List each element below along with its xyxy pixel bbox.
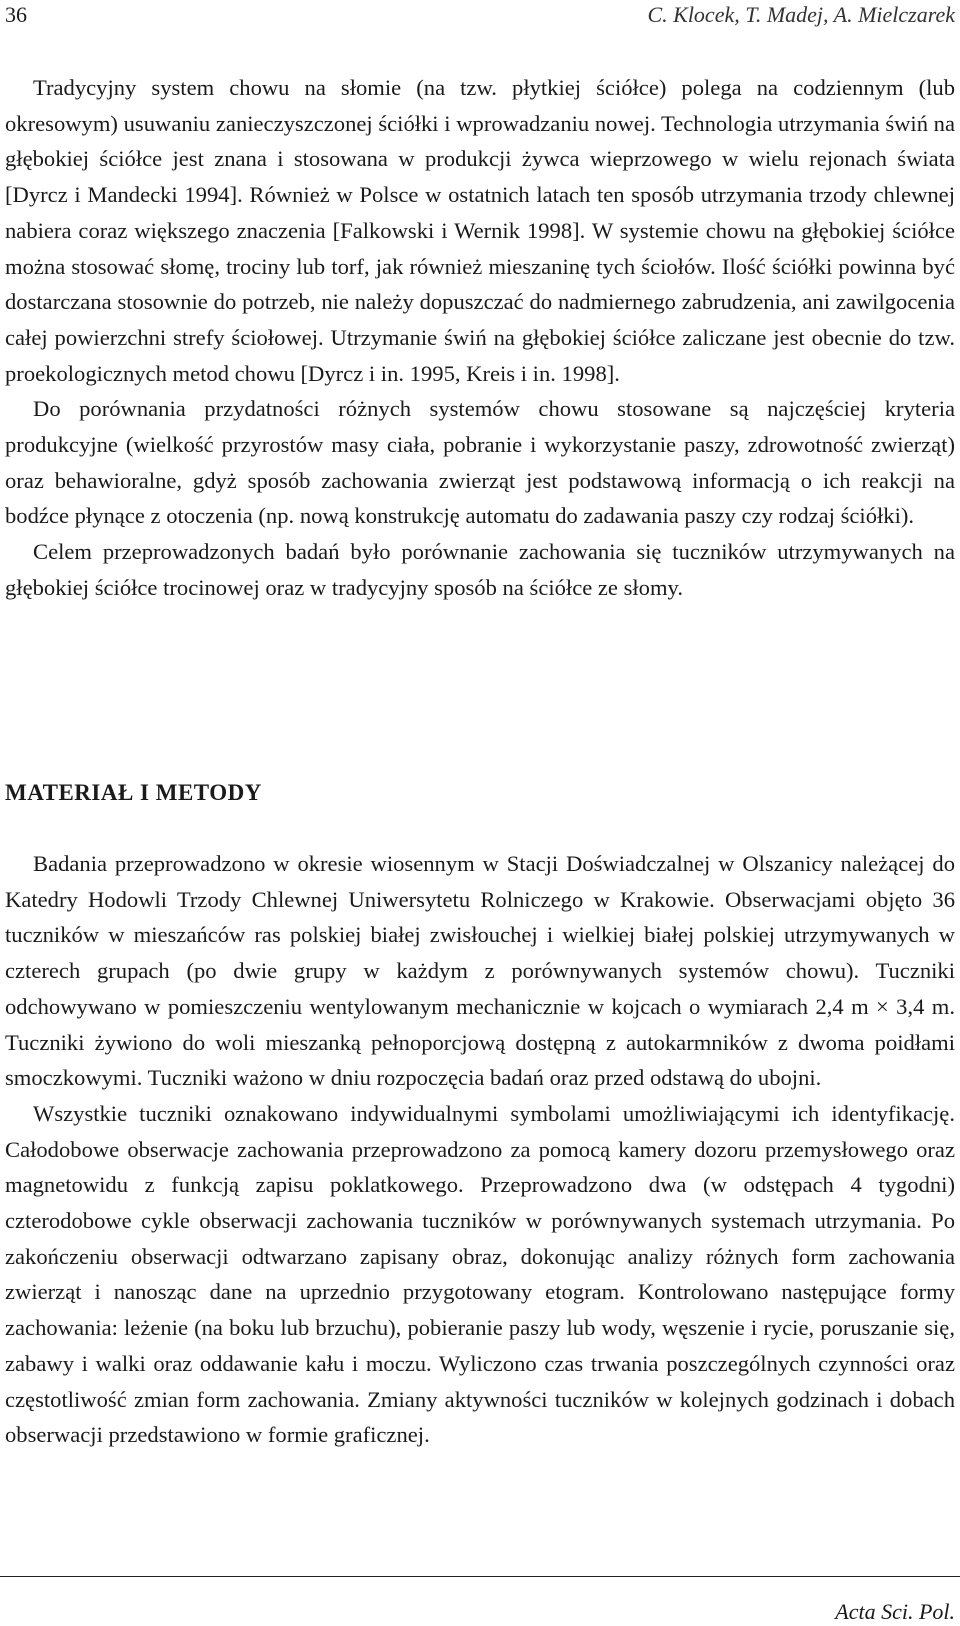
page-number: 36 bbox=[5, 2, 27, 27]
paragraph: Celem przeprowadzonych badań było porównanie zachowania się tuczników utrzymywanych na głębokiej ściółce trocinowej oraz w tradycyjny sposób na ściółce ze słomy. bbox=[5, 539, 955, 600]
methods-section bbox=[5, 846, 955, 1453]
page-header bbox=[5, 0, 955, 30]
paragraph: Wszystkie tuczniki oznakowano indywidualnymi symbolami umożliwiającymi ich identyfikację. Całodobowe obserwacje zachowania przeprowadzono za pomocą kamery dozoru przemysłowego oraz magnetowidu z funkcją zapisu poklatkowego. Przeprowadzono dwa (w odstępach 4 tygodni) czterodobowe cykle obserwacji zachowania tuczników w porównywanych systemach utrzymania. Po zakończeniu obserwacji odtwarzano zapisany obraz, dokonując analizy różnych form zachowania zwierząt i nanosząc dane na uprzednio przygotowany etogram. Kontrolowano następujące formy zachowania: leżenie (na boku lub brzuchu), pobieranie paszy lub wody, węszenie i rycie, poruszanie się, zabawy i walki oraz oddawanie kału i moczu. Wyliczono czas trwania poszczególnych czynności oraz częstotliwość zmian form zachowania. Zmiany aktywności tuczników w kolejnych godzinach i dobach obserwacji przedstawiono w formie graficznej. bbox=[5, 1100, 955, 1448]
section-heading: MATERIAŁ I METODY bbox=[5, 780, 262, 805]
footer-divider bbox=[0, 1576, 960, 1577]
paragraph: Tradycyjny system chowu na słomie (na tzw. płytkiej ściółce) polega na codziennym (lub okresowym) usuwaniu zanieczyszczonej ściółki i wprowadzaniu nowej. Technologia utrzymania świń na głębokiej ściółce jest znana i stosowana w produkcji żywca wieprzowego w wielu rejonach świata [Dyrcz i Mandecki 1994]. Również w Polsce w ostatnich latach ten sposób utrzymania trzody chlewnej nabiera coraz większego znaczenia [Falkowski i Wernik 1998]. W systemie chowu na głębokiej ściółce można stosować słomę, trociny lub torf, jak również mieszaninę tych ściołów. Ilość ściółki powinna być dostarczana stosownie do potrzeb, nie należy dopuszczać do nadmiernego zabrudzenia, ani zawilgocenia całej powierzchni strefy ściołowej. Utrzymanie świń na głębokiej ściółce zaliczane jest obecnie do tzw. proekologicznych metod chowu [Dyrcz i in. 1995, Kreis i in. 1998]. bbox=[5, 75, 955, 386]
paragraph: Do porównania przydatności różnych systemów chowu stosowane są najczęściej kryteria produkcyjne (wielkość przyrostów masy ciała, pobranie i wykorzystanie paszy, zdrowotność zwierząt) oraz behawioralne, gdyż sposób zachowania zwierząt jest podstawową informacją o ich reakcji na bodźce płynące z otoczenia (np. nową konstrukcję automatu do zadawania paszy czy rodzaj ściółki). bbox=[5, 396, 955, 529]
running-head-authors: C. Klocek, T. Madej, A. Mielczarek bbox=[647, 2, 955, 27]
introduction-section bbox=[5, 70, 955, 606]
paragraph: Badania przeprowadzono w okresie wiosennym w Stacji Doświadczalnej w Olszanicy należącej do Katedry Hodowli Trzody Chlewnej Uniwersytetu Rolniczego w Krakowie. Obserwacjami objęto 36 tuczników w mieszańców ras polskiej białej zwisłouchej i wielkiej białej polskiej utrzymywanych w czterech grupach (po dwie grupy w każdym z porównywanych systemów chowu). Tuczniki odchowywano w pomieszczeniu wentylowanym mechanicznie w kojcach o wymiarach 2,4 m × 3,4 m. Tuczniki żywiono do woli mieszanką pełnoporcjową dostępną z autokarmników z dwoma poidłami smoczkowymi. Tuczniki ważono w dniu rozpoczęcia badań oraz przed odstawą do ubojni. bbox=[5, 851, 955, 1091]
footer-journal-name: Acta Sci. Pol. bbox=[835, 1599, 955, 1624]
